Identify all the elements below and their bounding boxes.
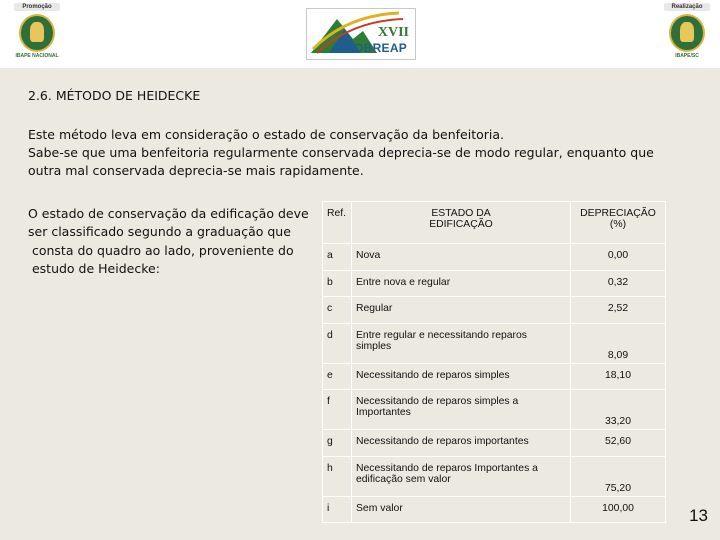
cell-depreciation: 2,52 xyxy=(571,297,666,324)
ibape-sc-badge-icon xyxy=(669,14,705,52)
table-row xyxy=(323,297,666,324)
cell-depreciation: 100,00 xyxy=(571,496,666,523)
table-row xyxy=(323,323,666,363)
ibape-badge-icon xyxy=(19,14,55,52)
cell-state: Nova xyxy=(352,244,571,271)
ibape-nacional-name: IBAPE NACIONAL xyxy=(15,53,59,59)
page-number: 13 xyxy=(689,506,708,525)
cell-depreciation: 75,20 xyxy=(571,456,666,496)
heidecke-table xyxy=(322,201,666,523)
cell-ref: d xyxy=(323,323,352,363)
cell-ref: a xyxy=(323,244,352,271)
cell-state: Entre regular e necessitando reparos simples xyxy=(352,323,571,363)
side-line: estudo de Heidecke: xyxy=(28,261,160,277)
table-row xyxy=(323,496,666,523)
cell-ref: e xyxy=(323,363,352,390)
header-ref: Ref. xyxy=(323,202,352,244)
header xyxy=(0,0,720,66)
cell-state: Entre nova e regular xyxy=(352,270,571,297)
table-row xyxy=(323,430,666,457)
realizacao-tag: Realização xyxy=(664,3,710,11)
cell-ref: h xyxy=(323,456,352,496)
cell-ref: i xyxy=(323,496,352,523)
ibape-sc-name: IBAPE/SC xyxy=(675,53,699,59)
cell-state: Necessitando de reparos Importantes a edificação sem valor xyxy=(352,456,571,496)
table-row xyxy=(323,363,666,390)
table-header-row xyxy=(323,202,666,244)
section-title: 2.6. MÉTODO DE HEIDECKE xyxy=(28,88,201,103)
content-panel xyxy=(0,68,720,540)
intro-line: Este método leva em consideração o estado de conservação da benfeitoria. xyxy=(28,127,504,142)
cobreap-logo xyxy=(306,8,416,60)
cell-ref: b xyxy=(323,270,352,297)
cell-ref: c xyxy=(323,297,352,324)
cell-depreciation: 0,00 xyxy=(571,244,666,271)
cell-depreciation: 33,20 xyxy=(571,390,666,430)
cell-state: Necessitando de reparos importantes xyxy=(352,430,571,457)
cell-state: Sem valor xyxy=(352,496,571,523)
intro-line: Sabe-se que uma benfeitoria regularmente conservada deprecia-se de modo regular, enquanto que xyxy=(28,145,654,160)
header-depreciation: DEPRECIAÇÃO (%) xyxy=(571,202,666,244)
cell-ref: f xyxy=(323,390,352,430)
cell-state: Regular xyxy=(352,297,571,324)
intro-paragraph xyxy=(28,126,708,180)
ibape-sc-logo xyxy=(664,3,710,61)
cell-depreciation: 18,10 xyxy=(571,363,666,390)
side-line: consta do quadro ao lado, proveniente do xyxy=(28,242,294,258)
cell-state: Necessitando de reparos simples xyxy=(352,363,571,390)
table-row xyxy=(323,244,666,271)
side-line: O estado de conservação da edificação deve xyxy=(28,206,309,221)
side-line: ser classificado segundo a graduação que xyxy=(28,224,291,240)
table-row xyxy=(323,270,666,297)
cobreap-name: COBREAP xyxy=(345,41,408,55)
table-row xyxy=(323,456,666,496)
side-paragraph xyxy=(28,205,309,279)
cell-depreciation: 0,32 xyxy=(571,270,666,297)
cell-state: Necessitando de reparos simples a Importantes xyxy=(352,390,571,430)
table-row xyxy=(323,390,666,430)
cell-depreciation: 52,60 xyxy=(571,430,666,457)
ibape-nacional-logo xyxy=(14,3,60,61)
header-state: ESTADO DA EDIFICAÇÃO xyxy=(352,202,571,244)
cobreap-edition: XVII xyxy=(377,25,409,40)
cell-ref: g xyxy=(323,430,352,457)
intro-line: outra mal conservada deprecia-se mais rapidamente. xyxy=(28,163,364,178)
cell-depreciation: 8,09 xyxy=(571,323,666,363)
promocao-tag: Promoção xyxy=(14,3,60,11)
